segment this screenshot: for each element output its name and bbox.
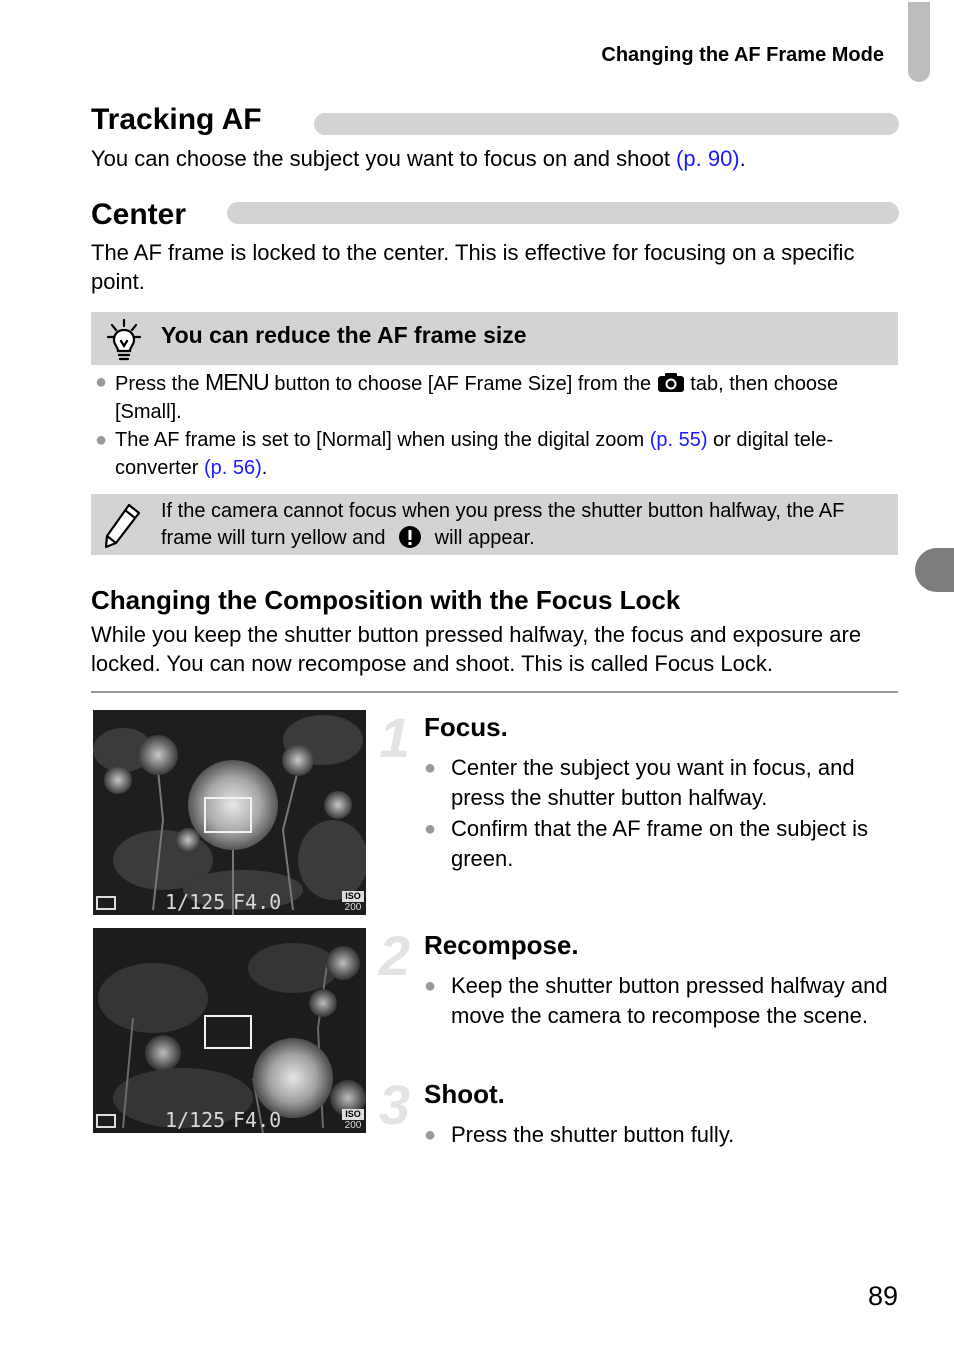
tracking-af-heading: Tracking AF bbox=[91, 103, 262, 136]
aperture: F4.0 bbox=[233, 890, 282, 914]
menu-button-label: MENU bbox=[205, 369, 269, 395]
note-text: If the camera cannot focus when you press the shutter button halfway, the AF frame will turn yellow and will appear. bbox=[161, 500, 845, 549]
tracking-af-text: You can choose the subject you want to focus on and shoot (p. 90). bbox=[91, 146, 746, 171]
camera-icon bbox=[657, 371, 685, 393]
step-number: 3 bbox=[379, 1073, 411, 1136]
bullet-icon: ● bbox=[95, 429, 108, 451]
bullet-icon: ● bbox=[424, 1124, 437, 1146]
center-heading: Center bbox=[91, 198, 187, 231]
heading-bar bbox=[227, 202, 899, 224]
chapter-tab-top bbox=[908, 2, 930, 82]
step-number: 1 bbox=[379, 706, 411, 769]
step-bullet: ● Press the shutter button fully. bbox=[424, 1120, 898, 1150]
page-link[interactable]: (p. 56) bbox=[203, 457, 262, 479]
step-title: Shoot. bbox=[424, 1079, 505, 1109]
step-bullet: ● Confirm that the AF frame on the subject is green. bbox=[424, 816, 868, 871]
bullet-icon: ● bbox=[424, 975, 437, 997]
aperture: F4.0 bbox=[233, 1108, 282, 1132]
tip-bullet: ● Press the MENU button to choose [AF Frame Size] from the tab, then choose [Small]. bbox=[95, 369, 839, 423]
metering-icon bbox=[96, 1114, 116, 1128]
page-number: 89 bbox=[867, 1281, 898, 1311]
iso-label: ISO bbox=[342, 891, 364, 902]
camera-screen-focus bbox=[93, 710, 366, 915]
chapter-tab-marker bbox=[915, 548, 954, 592]
lightbulb-icon bbox=[106, 317, 142, 361]
warning-icon bbox=[397, 525, 423, 549]
iso-label: ISO bbox=[342, 1109, 364, 1120]
focus-lock-text: While you keep the shutter button pressed halfway, the focus and exposure are locked. You can now recompose and shoot. This is called Focus Lock. bbox=[91, 622, 862, 676]
bullet-icon: ● bbox=[424, 757, 437, 779]
tip-title: You can reduce the AF frame size bbox=[161, 322, 527, 348]
metering-icon bbox=[96, 896, 116, 910]
step-title: Recompose. bbox=[424, 930, 579, 960]
step-bullet: ● Center the subject you want in focus, and press the shutter button halfway. bbox=[424, 755, 855, 810]
shutter-speed: 1/125 bbox=[165, 890, 226, 914]
bullet-icon: ● bbox=[424, 818, 437, 840]
iso-value: 200 bbox=[344, 1120, 362, 1131]
camera-screen-recompose bbox=[93, 928, 366, 1133]
tip-bullet: ● The AF frame is set to [Normal] when using the digital zoom (p. 55) or digital tele-converter (p. 56). bbox=[91, 426, 891, 482]
page-link[interactable]: (p. 55) bbox=[649, 429, 708, 451]
iso-value: 200 bbox=[344, 902, 362, 913]
page-link[interactable]: (p. 90) bbox=[676, 146, 740, 171]
step-title: Focus. bbox=[424, 712, 508, 742]
step-number: 2 bbox=[379, 924, 411, 987]
heading-bar bbox=[314, 113, 899, 135]
step-bullet: ● Keep the shutter button pressed halfway and move the camera to recompose the scene. bbox=[424, 973, 888, 1028]
running-header: Changing the AF Frame Mode bbox=[601, 44, 884, 66]
shutter-speed: 1/125 bbox=[165, 1108, 226, 1132]
center-text: The AF frame is locked to the center. This is effective for focusing on a specific point. bbox=[91, 240, 855, 294]
focus-lock-heading: Changing the Composition with the Focus Lock bbox=[91, 585, 681, 615]
divider bbox=[91, 691, 898, 693]
bullet-icon: ● bbox=[95, 371, 108, 393]
pencil-icon bbox=[103, 502, 143, 550]
